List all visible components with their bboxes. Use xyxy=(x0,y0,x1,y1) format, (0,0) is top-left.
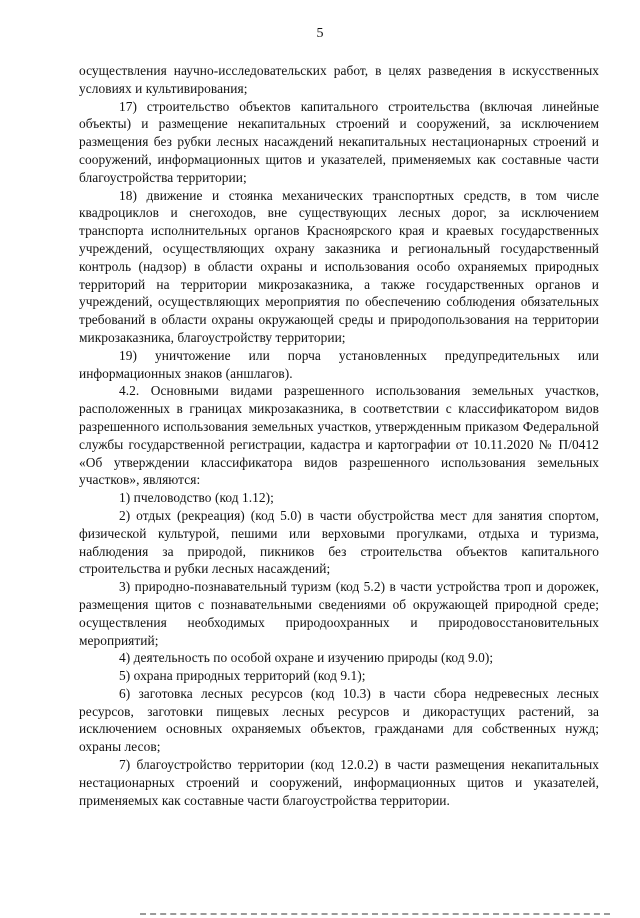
paragraph-use-7: 7) благоустройство территории (код 12.0.2) в части размещения некапитальных нестационарных строений и сооружений, информационных щитов и указателей, применяемых как составные части благоустройства территории. xyxy=(79,757,599,808)
paragraph-item-19: 19) уничтожение или порча установленных предупредительных или информационных знаков (аншлагов). xyxy=(79,347,599,381)
page-number: 5 xyxy=(316,26,324,41)
paragraph-item-18: 18) движение и стоянка механических транспортных средств, в том числе квадроциклов и снегоходов, вне существующих лесных дорог, за исключением транспорта исполнительных органов Красноярского края и краевых государственных учреждений, осуществляющих охрану заказника и региональный государственный контроль (надзор) в области охраны и использования особо охраняемых природных территорий на территории микрозаказника, а также государственных органов и учреждений, осуществляющих мероприятия по обеспечению соблюдения обязательных требований в области охраны окружающей среды и природопользования на территории микрозаказника, благоустройству территории; xyxy=(79,187,599,345)
document-body xyxy=(79,62,599,809)
paragraph-use-4: 4) деятельность по особой охране и изучению природы (код 9.0); xyxy=(119,650,494,666)
paragraph-use-1: 1) пчеловодство (код 1.12); xyxy=(119,490,274,506)
paragraph-use-6: 6) заготовка лесных ресурсов (код 10.3) в части сбора недревесных лесных ресурсов, заготовки пищевых лесных ресурсов и дикорастущих растений, за исключением основных охраняемых объектов, гражданами для собственных нужд; охраны лесов; xyxy=(79,685,599,755)
paragraph-use-2: 2) отдых (рекреация) (код 5.0) в части обустройства мест для занятия спортом, физической культурой, пешими или верховыми прогулками, отдыха и туризма, наблюдения за природой, пикников без строительства объектов капитального строительства и рубки лесных насаждений; xyxy=(79,507,599,577)
paragraph-section-4-2: 4.2. Основными видами разрешенного использования земельных участков, расположенных в границах микрозаказника, в соответствии с классификатором видов разрешенного использования земельных участков, утвержденным приказом Федеральной службы государственной регистрации, кадастра и картографии от 10.11.2020 № П/0412 «Об утверждении классификатора видов разрешенного использования земельных участков», являются: xyxy=(79,383,599,488)
paragraph-continuation: осуществления научно-исследовательских работ, в целях разведения в искусственных условиях и культивирования; xyxy=(79,63,599,96)
paragraph-use-3: 3) природно-познавательный туризм (код 5.2) в части устройства троп и дорожек, размещения щитов с познавательными сведениями об окружающей природной среде; осуществления необходимых природоохранных и природовосстановительных мероприятий; xyxy=(79,579,599,648)
paragraph-use-5: 5) охрана природных территорий (код 9.1); xyxy=(119,668,366,684)
paragraph-item-17: 17) строительство объектов капитального строительства (включая линейные объекты) и размещение некапитальных строений и сооружений, за исключением размещения без рубки лесных насаждений некапитальных нестационарных строений и сооружений, информационных щитов и указателей, применяемых как составные части благоустройства территории; xyxy=(79,98,599,185)
scan-edge-artifact xyxy=(140,913,610,915)
